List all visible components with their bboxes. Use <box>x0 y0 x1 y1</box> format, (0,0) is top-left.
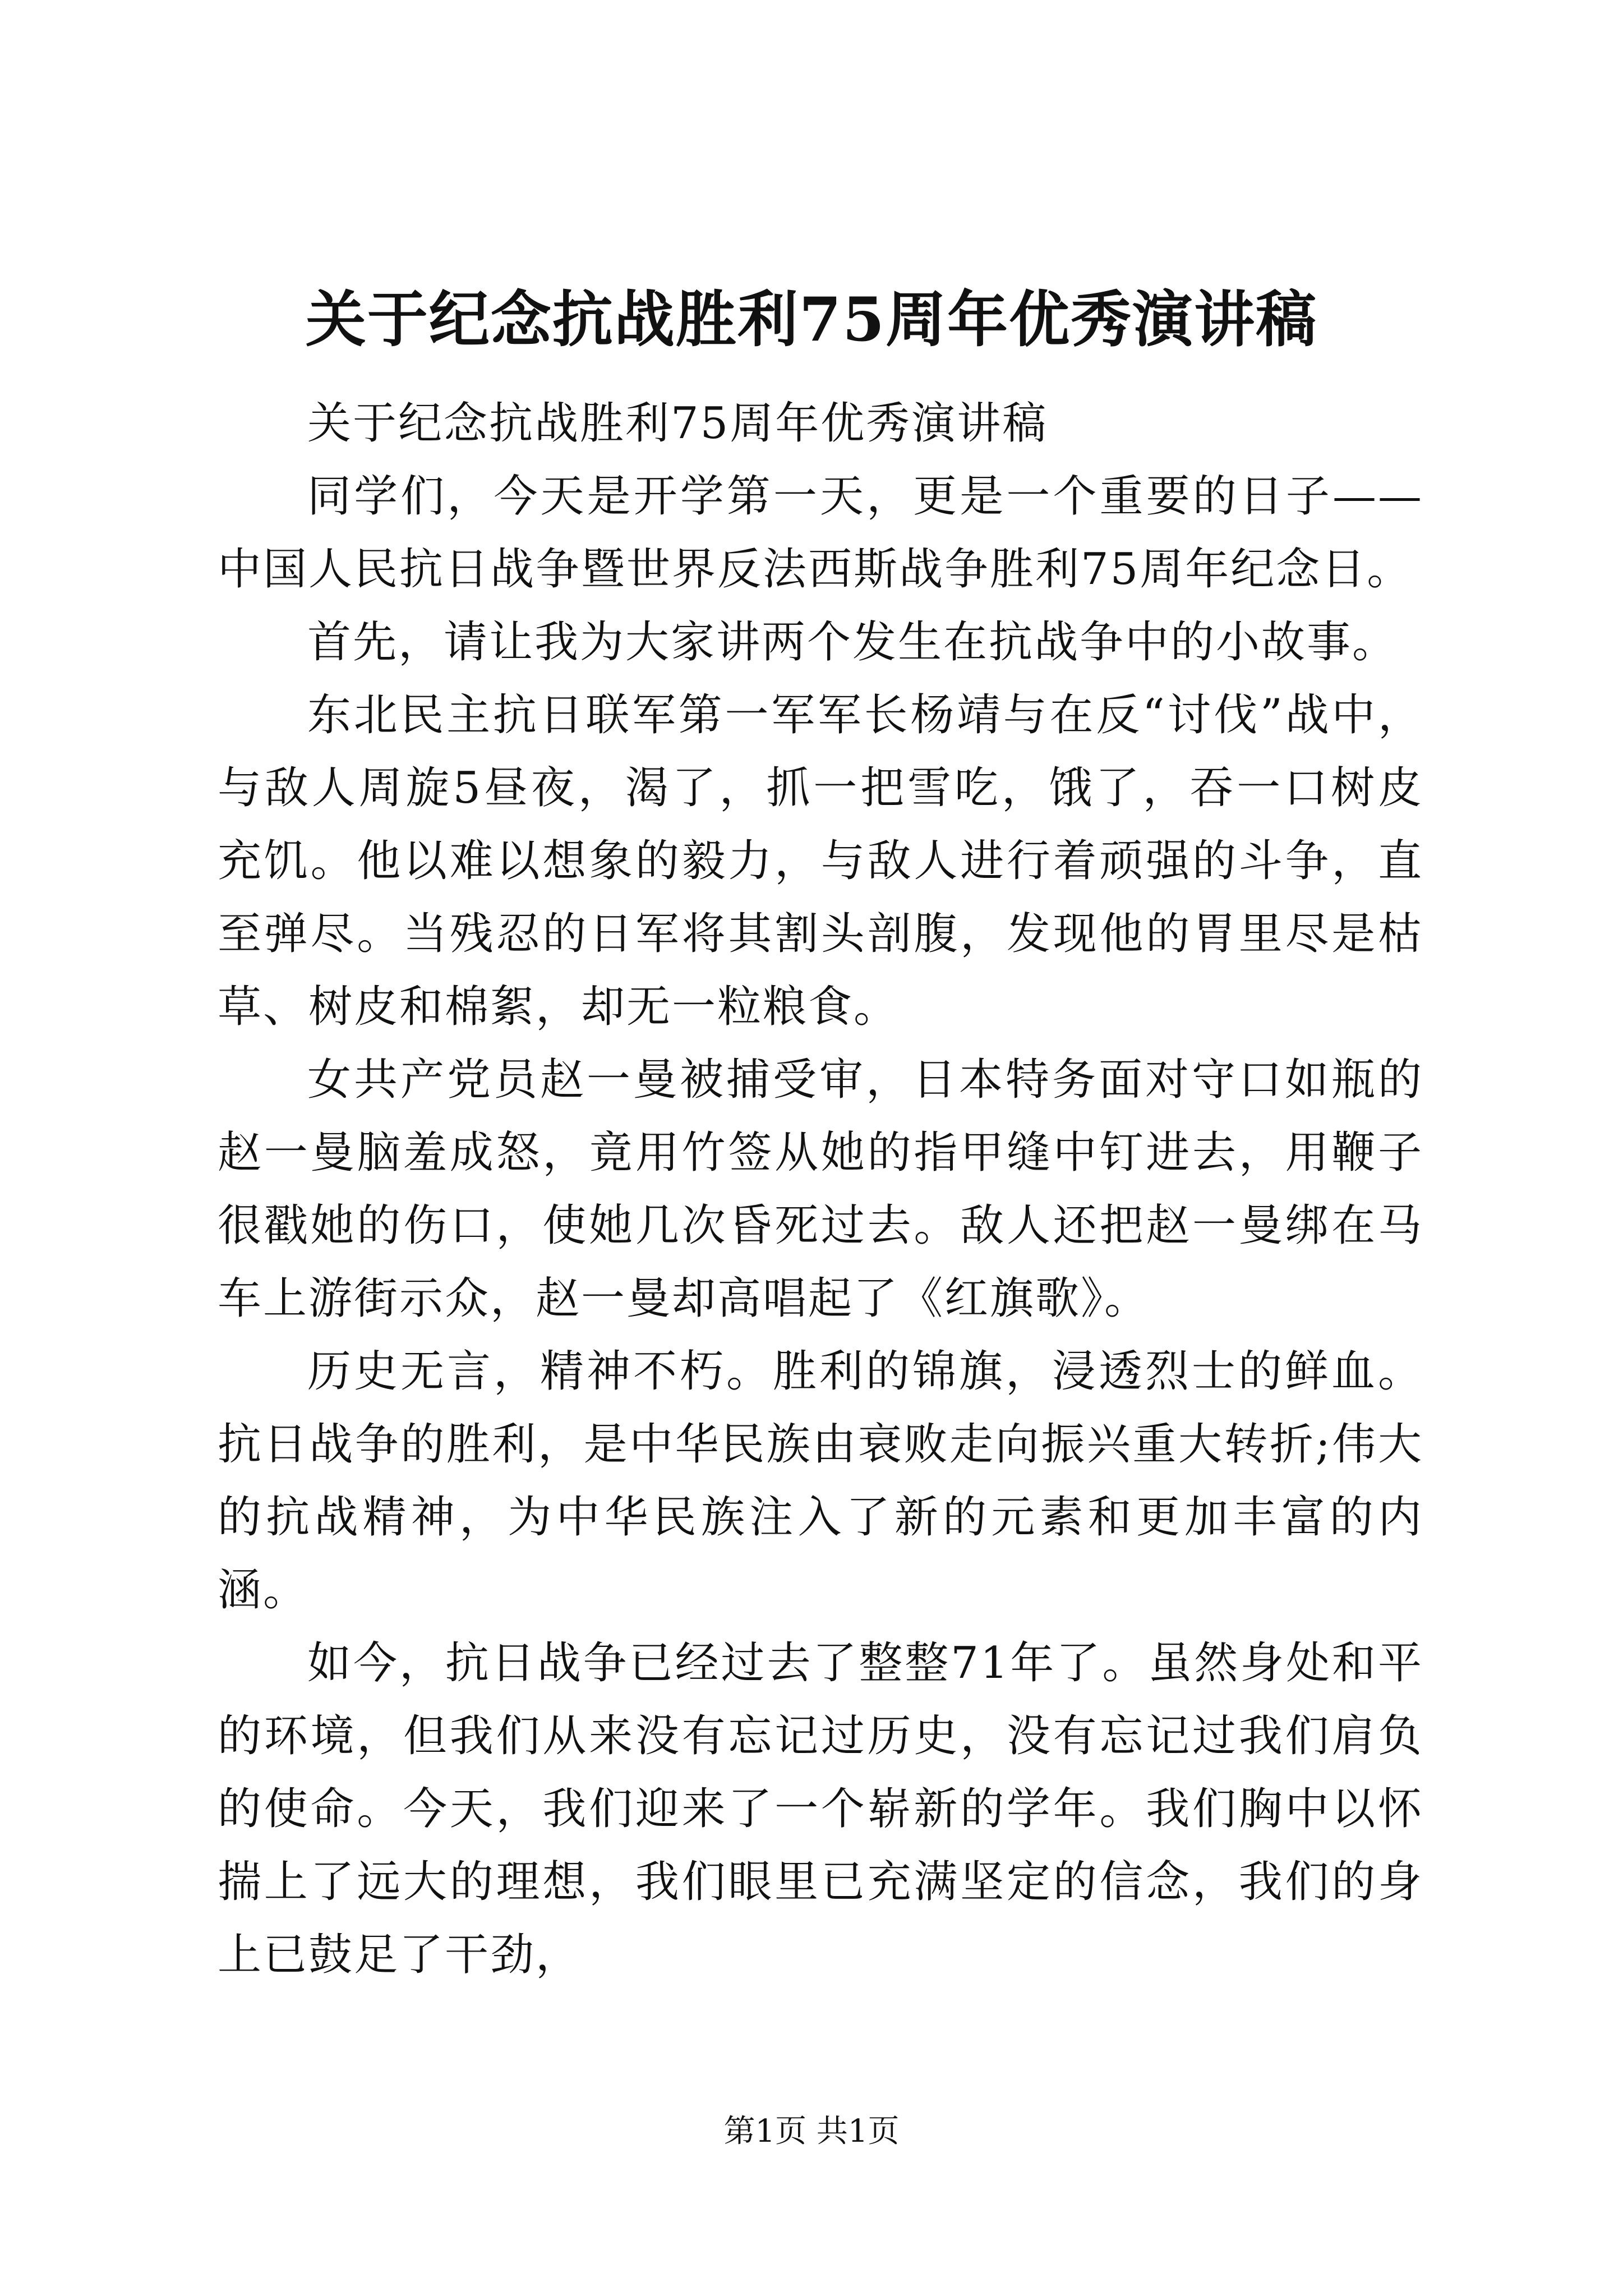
page-number-footer: 第1页 共1页 <box>723 2113 900 2150</box>
paragraph-reflection: 历史无言，精神不朽。胜利的锦旗，浸透烈士的鲜血。抗日战争的胜利，是中华民族由衰败走向振兴重大转折;伟大的抗战精神，为中华民族注入了新的元素和更加丰富的内涵。 <box>218 1346 1423 1616</box>
paragraph-present: 如今，抗日战争已经过去了整整71年了。虽然身处和平的环境，但我们从来没有忘记过历史，没有忘记过我们肩负的使命。今天，我们迎来了一个崭新的学年。我们胸中以怀揣上了远大的理想，我们眼里已充满坚定的信念，我们的身上已鼓足了干劲， <box>218 1638 1423 1980</box>
paragraph-greeting: 同学们，今天是开学第一天，更是一个重要的日子——中国人民抗日战争暨世界反法西斯战争胜利75周年纪念日。 <box>218 471 1423 595</box>
paragraph-intro: 首先，请让我为大家讲两个发生在抗战争中的小故事。 <box>307 617 1398 668</box>
paragraph-story-1: 东北民主抗日联军第一军军长杨靖与在反“讨伐”战中，与敌人周旋5昼夜，渴了，抓一把雪吃，饿了，吞一口树皮充饥。他以难以想象的毅力，与敌人进行着顽强的斗争，直至弹尽。当残忍的日军将其割头剖腹，发现他的胃里尽是枯草、树皮和棉絮，却无一粒粮食。 <box>218 690 1423 1032</box>
document-title: 关于纪念抗战胜利75周年优秀演讲稿 <box>305 284 1318 355</box>
paragraph-story-2: 女共产党员赵一曼被捕受审，日本特务面对守口如瓶的赵一曼脑羞成怒，竟用竹签从她的指甲缝中钉进去，用鞭子很戳她的伤口，使她几次昏死过去。敌人还把赵一曼绑在马车上游街示众，赵一曼却高唱起了《红旗歌》。 <box>218 1055 1423 1324</box>
paragraph-subtitle: 关于纪念抗战胜利75周年优秀演讲稿 <box>307 398 1048 449</box>
document-body <box>218 387 1423 1991</box>
